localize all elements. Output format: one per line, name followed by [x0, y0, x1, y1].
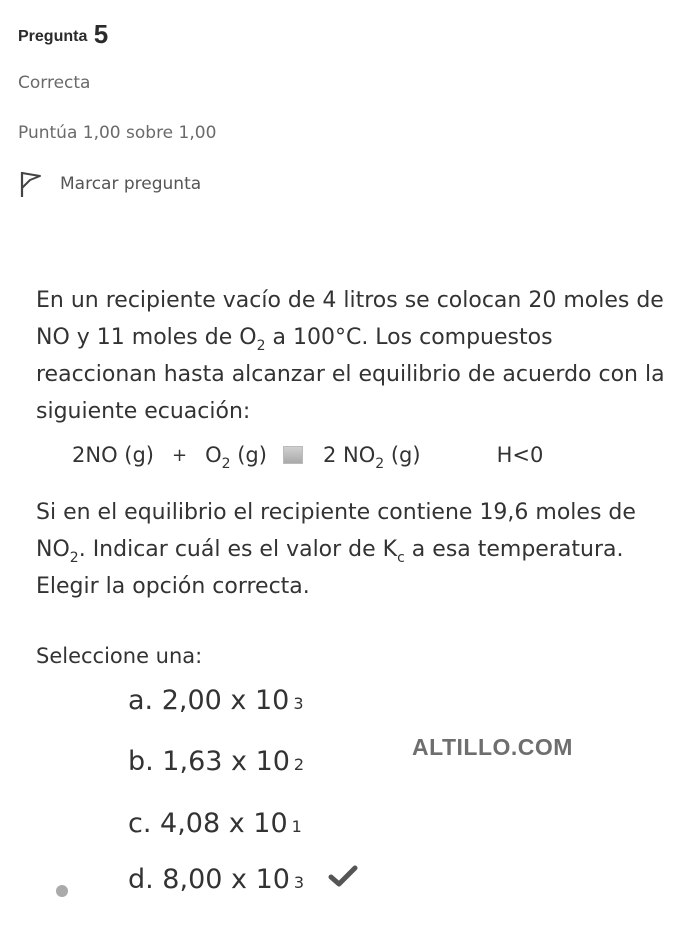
paragraph-text: En un recipiente vacío de 4 litros se colocan 20 moles de NO y 11 moles de O: [36, 288, 664, 350]
subscript: 2: [221, 456, 231, 472]
subscript: c: [397, 550, 405, 566]
equation-state: (g): [230, 443, 267, 467]
subscript: 2: [256, 338, 266, 354]
option-label: d. 8,00 x 10: [128, 864, 290, 895]
option-d-radio-checked[interactable]: [56, 885, 68, 897]
equation-product-no2: [322, 443, 421, 472]
equation-enthalpy: H<0: [496, 443, 544, 467]
option-a-radio[interactable]: [55, 709, 67, 721]
question-grade: Puntúa 1,00 sobre 1,00: [18, 123, 217, 143]
option-c-radio[interactable]: [55, 829, 67, 841]
subscript: 2: [69, 550, 79, 566]
question-text: [36, 282, 676, 430]
equation-state: (g): [384, 443, 421, 467]
option-label: a. 2,00 x 10: [128, 685, 290, 716]
broken-equilibrium-arrow-icon: [283, 446, 303, 464]
question-label: Pregunta: [18, 28, 88, 45]
equation-plus: +: [172, 444, 188, 466]
question-title: [18, 18, 318, 53]
question-number: 5: [93, 19, 109, 49]
chemical-equation: [72, 443, 544, 472]
subscript: 2: [375, 456, 385, 472]
option-label: c. 4,08 x 10: [128, 808, 288, 839]
option-b-radio[interactable]: [55, 769, 67, 781]
option-label: b. 1,63 x 10: [128, 746, 290, 777]
paragraph-text: . Indicar cuál es el valor de K: [78, 537, 398, 562]
paragraph-text: a esa temperatura. Elegir la opción correcta.: [36, 537, 624, 599]
question-info: [18, 18, 318, 194]
equation-symbol: 2 NO: [322, 443, 376, 467]
flag-icon: [18, 170, 44, 198]
correct-check-icon: [328, 864, 358, 888]
select-prompt: Seleccione una:: [36, 644, 203, 668]
paragraph-text: Si en el equilibrio el recipiente contiene 19,6 moles de NO: [36, 500, 636, 562]
equation-reactant-o2: [205, 443, 267, 472]
option-b[interactable]: b. 1,63 x 10 2: [128, 746, 305, 777]
question-paragraph-1: [36, 282, 676, 430]
option-a[interactable]: a. 2,00 x 10 3: [128, 685, 304, 716]
question-paragraph-2: [36, 494, 676, 605]
equation-reactant-no: 2NO (g): [72, 443, 154, 467]
paragraph-text: a 100°C. Los compuestos reaccionan hasta alcanzar el equilibrio de acuerdo con la siguiente ecuación:: [36, 325, 665, 424]
flag-question-link[interactable]: [18, 170, 201, 198]
option-c[interactable]: c. 4,08 x 10 1: [128, 808, 302, 839]
equation-symbol: O: [205, 443, 222, 467]
question-state: Correcta: [18, 73, 91, 93]
watermark: ALTILLO.COM: [412, 734, 573, 760]
option-d[interactable]: d. 8,00 x 10 3: [128, 864, 358, 895]
flag-label: Marcar pregunta: [60, 174, 202, 194]
